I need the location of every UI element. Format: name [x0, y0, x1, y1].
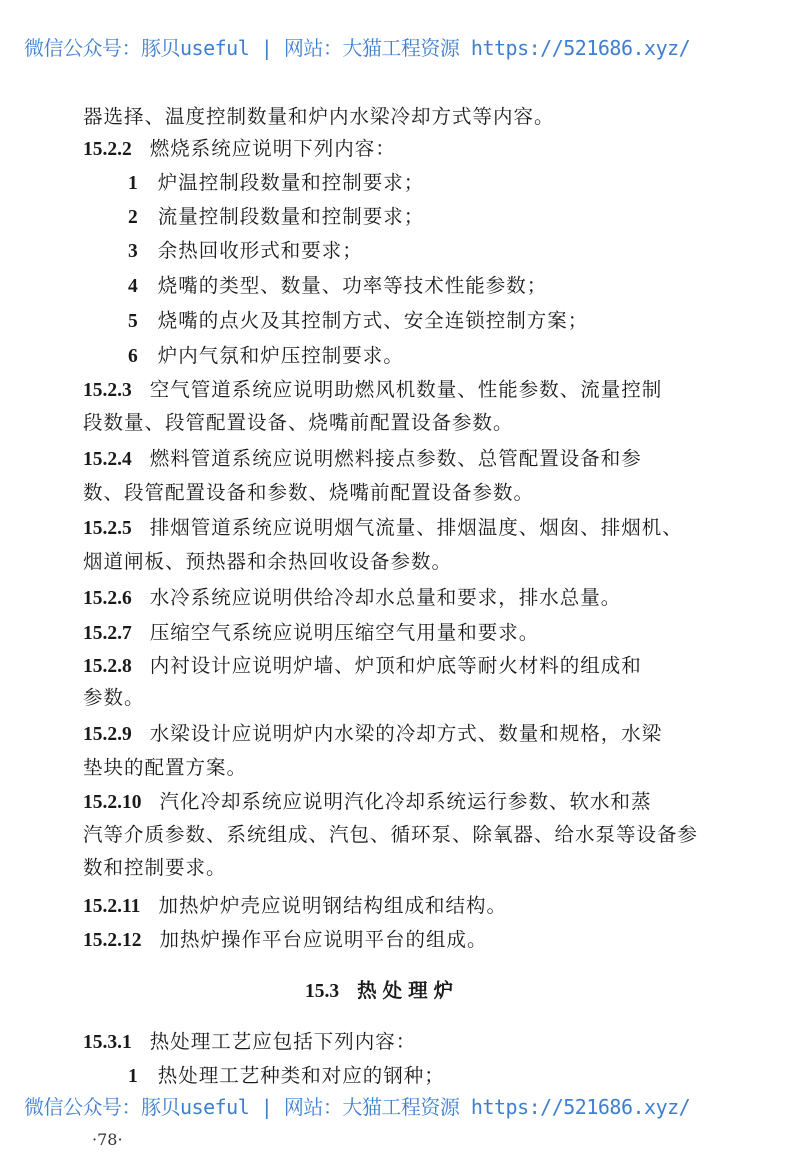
line-text: 烧嘴的类型、数量、功率等技术性能参数；	[157, 274, 548, 297]
line-text: 内衬设计应说明炉墙、炉顶和炉底等耐火材料的组成和	[149, 654, 642, 677]
paragraph-line	[83, 924, 488, 952]
line-text: 汽等介质参数、系统组成、汽包、循环泵、除氧器、给水泵等设备参	[83, 823, 699, 846]
watermark-top: 微信公众号：豚贝useful | 网站：大猫工程资源 https://521686.xyz/	[24, 36, 691, 60]
paragraph-line	[83, 477, 534, 505]
line-text: 空气管道系统应说明助燃风机数量、性能参数、流量控制	[149, 378, 663, 401]
line-text: 加热炉炉壳应说明钢结构组成和结构。	[158, 894, 507, 917]
paragraph-line	[83, 819, 698, 847]
paragraph-line	[83, 546, 452, 574]
clause-number: 15.2.5	[83, 518, 132, 539]
line-text: 热处理炉	[357, 979, 460, 1002]
paragraph-line	[83, 650, 642, 678]
line-text: 余热回收形式和要求；	[157, 239, 363, 262]
paragraph-line	[83, 407, 514, 435]
watermark-bottom: 微信公众号：豚贝useful | 网站：大猫工程资源 https://521686.xyz/	[24, 1095, 691, 1119]
clause-number: 15.2.6	[83, 588, 132, 609]
clause-number: 15.2.2	[83, 139, 132, 160]
line-text: 燃料管道系统应说明燃料接点参数、总管配置设备和参	[149, 447, 642, 470]
paragraph-line	[83, 101, 555, 129]
line-text: 数、段管配置设备和参数、烧嘴前配置设备参数。	[83, 481, 535, 504]
clause-number: 15.2.8	[83, 656, 132, 677]
paragraph-line	[83, 133, 396, 161]
list-item	[128, 201, 424, 229]
line-text: 排烟管道系统应说明烟气流量、排烟温度、烟囱、排烟机、	[149, 516, 683, 539]
paragraph-line	[83, 718, 662, 746]
line-text: 水梁设计应说明炉内水梁的冷却方式、数量和规格，水梁	[149, 722, 663, 745]
line-text: 流量控制段数量和控制要求；	[157, 205, 425, 228]
line-text: 烧嘴的点火及其控制方式、安全连锁控制方案；	[157, 309, 589, 332]
paragraph-line	[83, 1026, 416, 1054]
line-text: 数和控制要求。	[83, 856, 227, 879]
paragraph-line	[83, 682, 145, 710]
line-text: 燃烧系统应说明下列内容：	[149, 137, 396, 160]
clause-number: 1	[128, 1066, 138, 1087]
clause-number: 2	[128, 207, 138, 228]
paragraph-line	[83, 852, 227, 880]
line-text: 烟道闸板、预热器和余热回收设备参数。	[83, 550, 453, 573]
clause-number: 15.3	[305, 981, 340, 1002]
clause-number: 15.2.9	[83, 724, 132, 745]
line-text: 汽化冷却系统应说明汽化冷却系统运行参数、软水和蒸	[159, 790, 652, 813]
line-text: 垫块的配置方案。	[83, 756, 248, 779]
page-number: ·78·	[92, 1130, 123, 1149]
paragraph-line	[83, 890, 507, 918]
clause-number: 6	[128, 346, 138, 367]
clause-number: 3	[128, 241, 138, 262]
line-text: 热处理工艺种类和对应的钢种；	[157, 1064, 445, 1087]
line-text: 炉内气氛和炉压控制要求。	[157, 344, 404, 367]
line-text: 炉温控制段数量和控制要求；	[157, 171, 425, 194]
paragraph-line	[83, 374, 662, 402]
clause-number: 4	[128, 276, 138, 297]
section-heading	[305, 975, 459, 1003]
paragraph-line	[83, 443, 642, 471]
list-item	[128, 270, 547, 298]
clause-number: 5	[128, 311, 138, 332]
list-item	[128, 340, 404, 368]
list-item	[128, 235, 363, 263]
paragraph-line	[83, 512, 683, 540]
line-text: 压缩空气系统应说明压缩空气用量和要求。	[149, 621, 540, 644]
clause-number: 15.2.7	[83, 623, 132, 644]
list-item	[128, 305, 588, 333]
clause-number: 15.2.11	[83, 896, 141, 917]
clause-number: 1	[128, 173, 138, 194]
line-text: 段数量、段管配置设备、烧嘴前配置设备参数。	[83, 411, 514, 434]
clause-number: 15.3.1	[83, 1032, 132, 1053]
clause-number: 15.2.4	[83, 449, 132, 470]
paragraph-line	[83, 786, 652, 814]
clause-number: 15.2.3	[83, 380, 132, 401]
clause-number: 15.2.12	[83, 930, 142, 951]
paragraph-line	[83, 582, 621, 610]
clause-number: 15.2.10	[83, 792, 142, 813]
line-text: 器选择、温度控制数量和炉内水梁冷却方式等内容。	[83, 105, 555, 128]
line-text: 加热炉操作平台应说明平台的组成。	[159, 928, 488, 951]
list-item	[128, 167, 424, 195]
list-item	[128, 1060, 445, 1088]
line-text: 参数。	[83, 686, 145, 709]
line-text: 水冷系统应说明供给冷却水总量和要求，排水总量。	[149, 586, 622, 609]
line-text: 热处理工艺应包括下列内容：	[149, 1030, 417, 1053]
paragraph-line	[83, 617, 539, 645]
paragraph-line	[83, 752, 247, 780]
